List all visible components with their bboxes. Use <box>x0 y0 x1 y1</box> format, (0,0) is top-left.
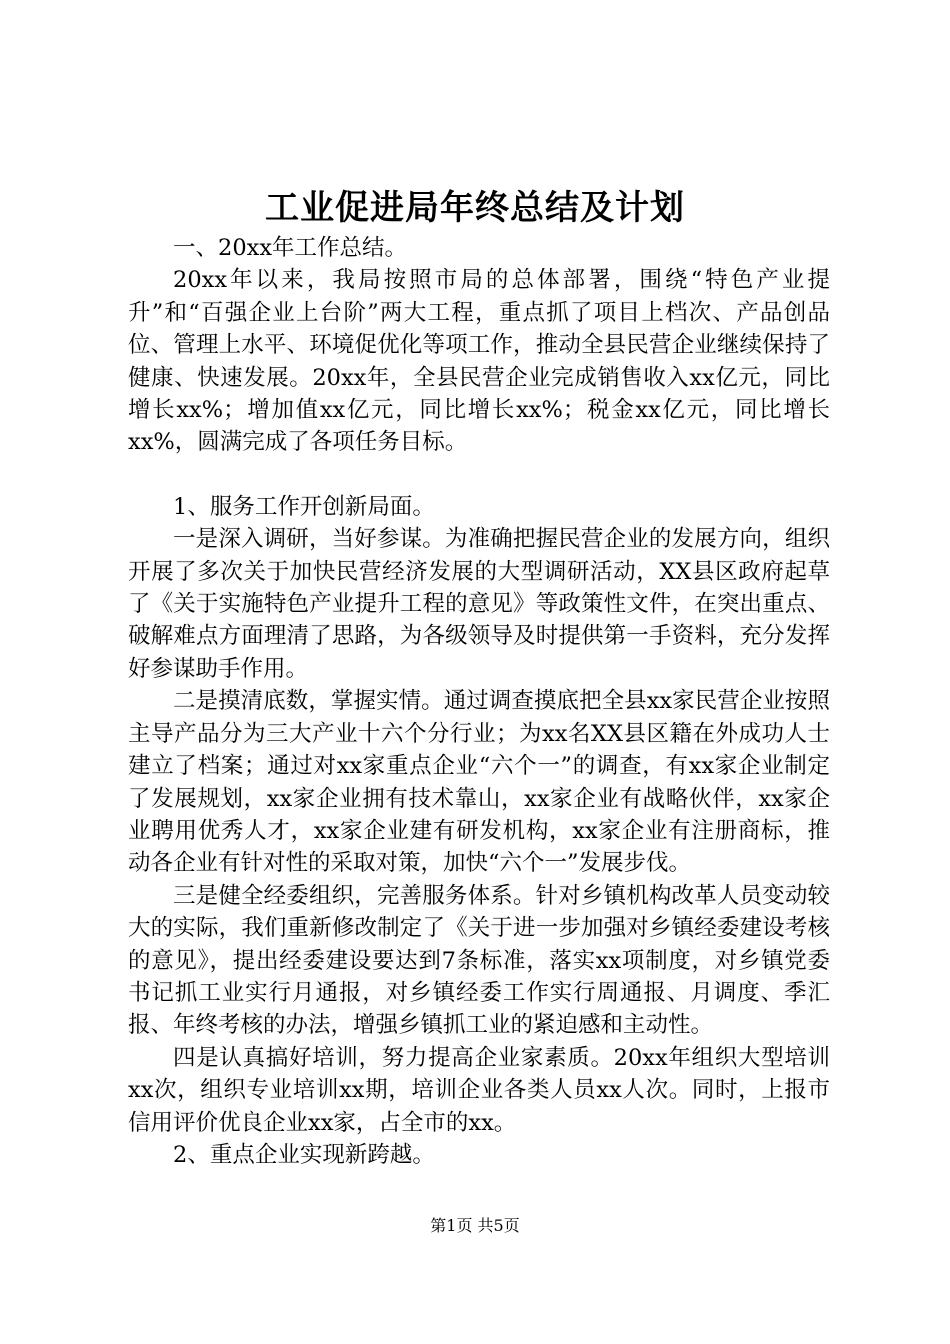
paragraph-research: 一是深入调研，当好参谋。为准确把握民营企业的发展方向，组织开展了多次关于加快民营经济发展的大型调研活动，XX县区政府起草了《关于实施特色产业提升工程的意见》等政策性文件，在突出重点、破解难点方面理清了思路，为各级领导及时提供第一手资料，充分发挥好参谋助手作用。 <box>128 526 830 682</box>
paragraph-spacer <box>128 459 830 491</box>
subsection-heading-service: 1、服务工作开创新局面。 <box>173 493 435 520</box>
document-body <box>128 232 830 1171</box>
document-title: 工业促进局年终总结及计划 <box>265 188 685 228</box>
paragraph-organization: 三是健全经委组织，完善服务体系。针对乡镇机构改革人员变动较大的实际，我们重新修改制定了《关于进一步加强对乡镇经委建设考核的意见》，提出经委建设要达到7条标准，落实xx项制度，对乡镇党委书记抓工业实行月通报，对乡镇经委工作实行周通报、月调度、季汇报、年终考核的办法，增强乡镇抓工业的紧迫感和主动性。 <box>128 882 830 1039</box>
paragraph-overview: 20xx年以来，我局按照市局的总体部署，围绕“特色产业提升”和“百强企业上台阶”两大工程，重点抓了项目上档次、产品创品位、管理上水平、环境促优化等项工作，推动全县民营企业继续保持了健康、快速发展。20xx年，全县民营企业完成销售收入xx亿元，同比增长xx%；增加值xx亿元，同比增长xx%；税金xx亿元，同比增长xx%，圆满完成了各项任务目标。 <box>128 267 830 456</box>
page-number-footer: 第1页 共5页 <box>430 1216 520 1235</box>
paragraph-survey: 二是摸清底数，掌握实情。通过调查摸底把全县xx家民营企业按照主导产品分为三大产业十六个分行业；为xx名XX县区籍在外成功人士建立了档案；通过对xx家重点企业“六个一”的调查，有xx家企业制定了发展规划，xx家企业拥有技术靠山，xx家企业有战略伙伴，xx家企业聘用优秀人才，xx家企业建有研发机构，xx家企业有注册商标，推动各企业有针对性的采取对策，加快“六个一”发展步伐。 <box>128 688 830 877</box>
subsection-heading-key-enterprises: 2、重点企业实现新跨越。 <box>173 1141 435 1168</box>
section-heading-summary: 一、20xx年工作总结。 <box>173 235 408 261</box>
paragraph-training: 四是认真搞好培训，努力提高企业家素质。20xx年组织大型培训xx次，组织专业培训xx期，培训企业各类人员xx人次。同时，上报市信用评价优良企业xx家，占全市的xx。 <box>128 1044 830 1136</box>
